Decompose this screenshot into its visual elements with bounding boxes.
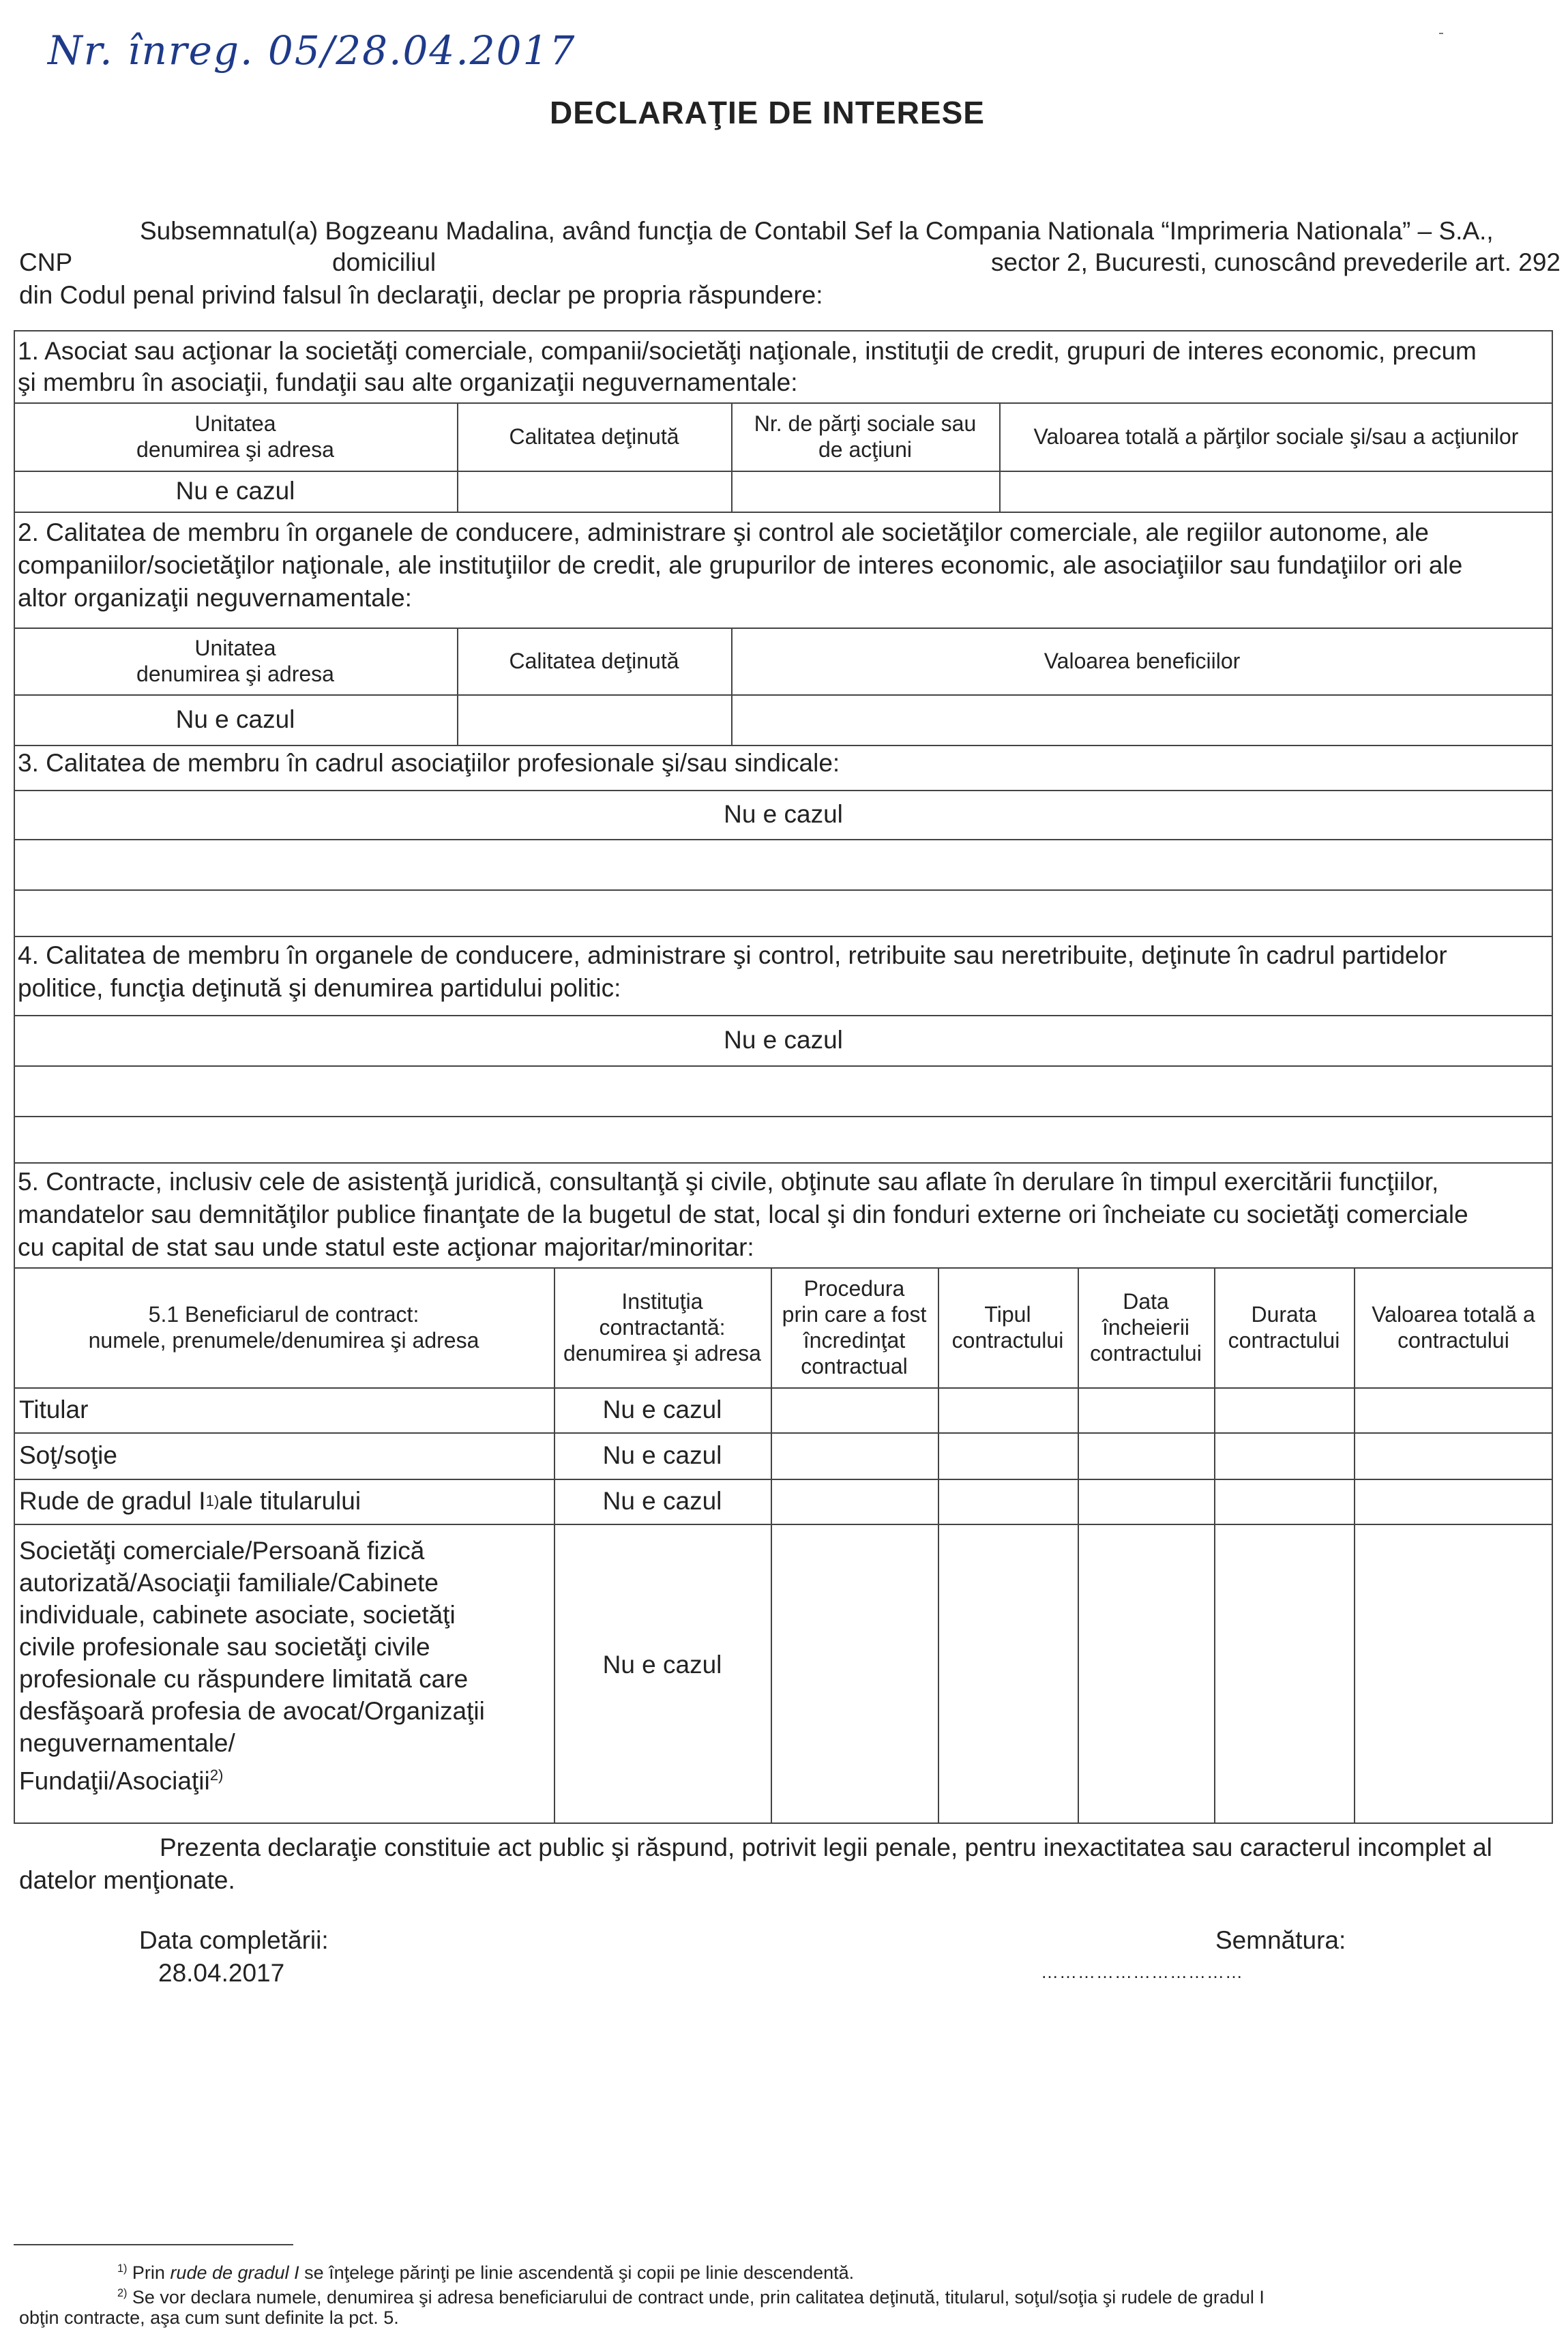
s2-header-unit [15, 629, 456, 693]
s3-value: Nu e cazul [724, 800, 843, 828]
document-title: DECLARAŢIE DE INTERESE [550, 95, 985, 130]
s5-header-beneficiary-2: numele, prenumele/denumirea şi adresa [88, 1328, 479, 1353]
s5-header-procedure-4: contractual [801, 1354, 908, 1378]
footnote-2-marker: 2) [117, 2287, 128, 2299]
s5-row-relatives-label [15, 1480, 552, 1522]
s1-header-unit-1: Unitatea [194, 411, 276, 436]
s1-header-value: Valoarea totală a părţilor sociale şi/sau a acţiunilor [1033, 424, 1519, 449]
divider [14, 1524, 1553, 1525]
closing-line-1: Prezenta declaraţie constituie act public şi răspund, potrivit legii penale, pentru inexactitatea sau caracterul incomplet al [160, 1833, 1492, 1861]
footnote-1-post: se înţelege părinţi pe linie ascendentă şi copii pe linie descendentă. [299, 2262, 855, 2283]
footnote-separator [14, 2244, 293, 2245]
s5-header-total-value [1355, 1269, 1552, 1386]
s1-header-shares [733, 404, 998, 469]
section5-heading-1: 5. Contracte, inclusiv cele de asistenţă juridică, consultanţă şi civile, obţinute sau aflate în derulare în timpul exercitării funcţiilor, [18, 1168, 1439, 1196]
divider [14, 745, 1553, 746]
divider [14, 1065, 1553, 1067]
s4-value: Nu e cazul [724, 1026, 843, 1054]
intro-line-1: Subsemnatul(a) Bogzeanu Madalina, având funcţia de Contabil Sef la Compania Nationala “Imprimeria Nationala” – S.A., [140, 217, 1494, 245]
s5-header-date [1079, 1269, 1213, 1386]
section2-heading-2: companiilor/societăţilor naţionale, ale instituţiilor de credit, ale grupurilor de interes economic, ale asociaţiilor sau fundaţiilor ori ale [18, 551, 1463, 579]
footnote-1-term: rude de gradul I [170, 2262, 299, 2283]
s5-row-relatives-label-b: ale titularului [219, 1487, 361, 1515]
section4-heading-2: politice, funcţia deţinută şi denumirea partidului politic: [18, 974, 621, 1002]
s5-row-entities-line: desfăşoară profesia de avocat/Organizaţii [19, 1697, 485, 1725]
s1-value: Nu e cazul [175, 477, 295, 505]
s1-header-shares-1: Nr. de părţi sociale sau [754, 411, 977, 436]
s5-header-date-3: contractului [1090, 1341, 1202, 1366]
divider [14, 1116, 1553, 1117]
section5-heading-3: cu capital de stat sau unde statul este acţionar majoritar/minoritar: [18, 1233, 754, 1261]
s5-header-date-1: Data [1123, 1289, 1169, 1314]
s2-value: Nu e cazul [175, 705, 295, 733]
section3-heading: 3. Calitatea de membru în cadrul asociaţiilor profesionale şi/sau sindicale: [18, 749, 840, 777]
s5-header-procedure-1: Procedura [803, 1276, 905, 1301]
divider [14, 936, 1553, 937]
divider [14, 1162, 1553, 1164]
s5-row-relatives-label-a: Rude de gradul I [19, 1487, 206, 1515]
s5-header-type-1: Tipul [984, 1302, 1031, 1327]
s5-row-entities-line: Societăţi comerciale/Persoană fizică [19, 1537, 425, 1565]
s2-header-unit-2: denumirea şi adresa [136, 662, 334, 686]
s5-row-entities-line: neguvernamentale/ [19, 1729, 235, 1757]
intro-address: sector 2, Bucuresti, cunoscând prevederile art. 292 [991, 248, 1561, 276]
scan-mark [1439, 33, 1443, 34]
s5-header-procedure-3: încredinţat [803, 1328, 906, 1353]
intro-line-3: din Codul penal privind falsul în declaraţii, declar pe propria răspundere: [19, 281, 823, 309]
s1-header-unit-2: denumirea şi adresa [136, 437, 334, 462]
s5-header-total-value-2: contractului [1397, 1328, 1509, 1353]
s5-row-entities-line: civile profesionale sau societăţi civile [19, 1633, 430, 1661]
section4-heading-1: 4. Calitatea de membru în organele de conducere, administrare şi control, retribuite sau neretribuite, deţinute în cadrul partidelor [18, 941, 1447, 969]
s5-header-duration-2: contractului [1228, 1328, 1340, 1353]
s5-row-titular-value: Nu e cazul [602, 1396, 722, 1423]
s5-row-entities-value: Nu e cazul [602, 1651, 722, 1679]
s5-header-procedure [772, 1269, 936, 1386]
footnote-1-marker: 1) [117, 2262, 128, 2275]
registration-note: Nr. înreg. 05/28.04.2017 [48, 27, 576, 74]
s2-header-unit-1: Unitatea [194, 636, 276, 660]
s5-row-relatives-value: Nu e cazul [602, 1487, 722, 1515]
closing-line-2: datelor menţionate. [19, 1866, 235, 1894]
s5-row-entities-last: Fundaţii/Asociaţii [19, 1767, 210, 1795]
s5-header-institution [555, 1269, 769, 1386]
section2-heading-3: altor organizaţii neguvernamentale: [18, 584, 412, 612]
divider [14, 512, 1553, 513]
signature-label: Semnătura: [1215, 1926, 1346, 1954]
s5-row-entities-line: autorizată/Asociaţii familiale/Cabinete [19, 1569, 439, 1597]
section1-heading-2: şi membru în asociaţii, fundaţii sau alte organizaţii neguvernamentale: [18, 368, 798, 396]
s5-header-type-2: contractului [951, 1328, 1064, 1353]
signature-line: …………………………… [1041, 1962, 1243, 1982]
s1-header-shares-2: de acţiuni [818, 437, 912, 462]
footnote-ref-2: 2) [209, 1767, 224, 1784]
s1-header-quality: Calitatea deţinută [509, 424, 679, 449]
s5-header-procedure-2: prin care a fost [782, 1302, 927, 1327]
domicile-label: domiciliul [332, 248, 437, 276]
s5-header-total-value-1: Valoarea totală a [1372, 1302, 1535, 1327]
s5-header-institution-3: denumirea şi adresa [563, 1341, 761, 1366]
footnote-2-line-2: obţin contracte, aşa cum sunt definite la pct. 5. [19, 2307, 399, 2328]
s2-header-benefits: Valoarea beneficiilor [1044, 649, 1241, 673]
section2-heading-1: 2. Calitatea de membru în organele de conducere, administrare şi control ale societăţilor comerciale, ale regiilor autonome, ale [18, 518, 1429, 546]
s5-row-spouse-value: Nu e cazul [602, 1441, 722, 1469]
s5-row-entities-line: individuale, cabinete asociate, societăţi [19, 1601, 456, 1629]
divider [14, 889, 1553, 891]
s1-header-unit [15, 404, 456, 469]
s5-header-institution-2: contractantă: [599, 1315, 726, 1340]
footnote-1-pre: Prin [127, 2262, 171, 2283]
s5-header-duration [1215, 1269, 1352, 1386]
section1-heading-1: 1. Asociat sau acţionar la societăţi comerciale, companii/societăţi naţionale, instituţii de credit, grupuri de interes economic, precum [18, 337, 1477, 365]
date-label: Data completării: [139, 1926, 329, 1954]
s5-row-entities-line: profesionale cu răspundere limitată care [19, 1665, 469, 1693]
s5-header-beneficiary-1: 5.1 Beneficiarul de contract: [148, 1302, 419, 1327]
s5-header-institution-1: Instituţia [621, 1289, 703, 1314]
s5-header-beneficiary [15, 1269, 552, 1386]
s5-row-titular-label: Titular [19, 1396, 89, 1423]
divider [14, 839, 1553, 840]
s5-header-date-2: încheierii [1101, 1315, 1190, 1340]
section5-heading-2: mandatelor sau demnităţilor publice finanţate de la bugetul de stat, local şi din fonduri externe ori încheiate cu societăţi comerciale [18, 1200, 1468, 1228]
footnote-2-text: Se vor declara numele, denumirea şi adresa beneficiarului de contract unde, prin calitatea deţinută, titularul, soţul/soţia şi rudele de gradul I [127, 2287, 1264, 2307]
s5-row-spouse-label: Soţ/soţie [19, 1441, 117, 1469]
s5-row-entities-label [19, 1535, 551, 1797]
date-value: 28.04.2017 [158, 1959, 285, 1987]
footnote-ref-1: 1) [205, 1492, 220, 1509]
cnp-label: CNP [19, 248, 73, 276]
s5-header-type [939, 1269, 1076, 1386]
s2-header-quality: Calitatea deţinută [509, 649, 679, 673]
s5-header-duration-1: Durata [1251, 1302, 1317, 1327]
